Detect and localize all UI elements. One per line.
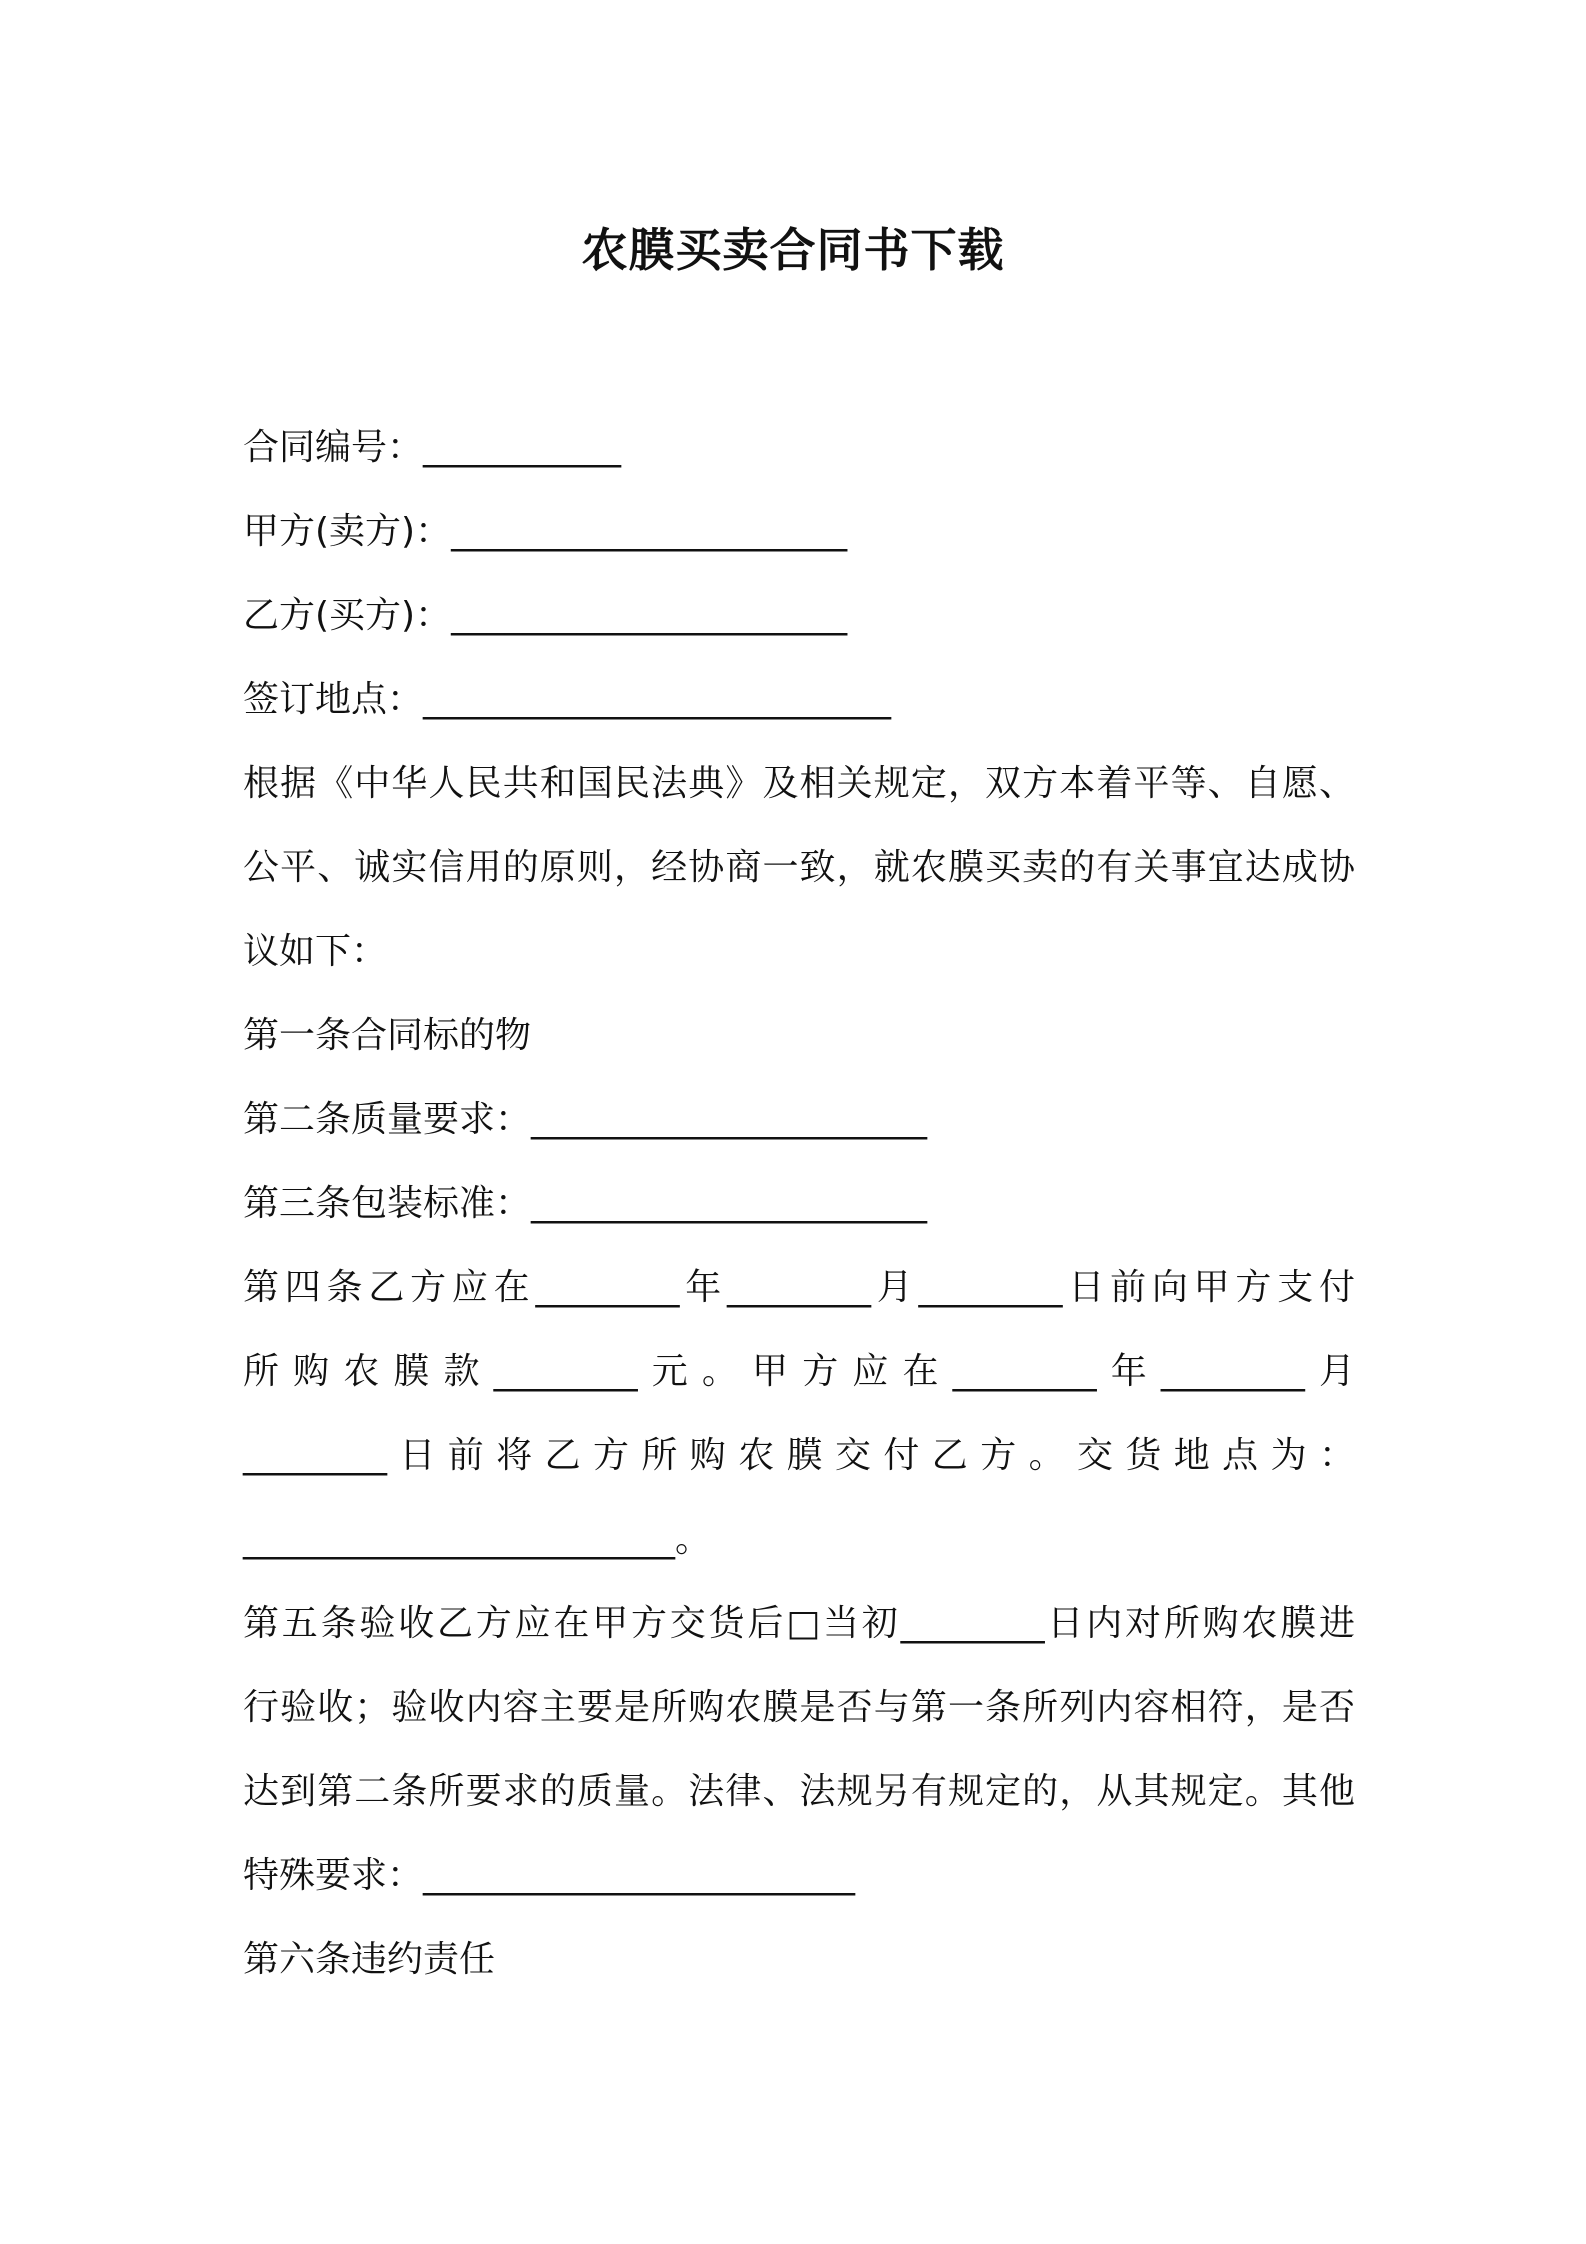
article-4-line-3: ________日前将乙方所购农膜交付乙方。交货地点为： — [243, 1435, 1355, 1476]
article-5-line-2: 行验收；验收内容主要是所购农膜是否与第一条所列内容相符，是否 — [243, 1687, 1355, 1728]
article-4-line-2: 所购农膜款________元。甲方应在________年________月 — [243, 1351, 1355, 1392]
article-1-heading: 第一条合同标的物 — [243, 1015, 532, 1056]
party-a-line: 甲方(卖方)：______________________ — [243, 511, 848, 552]
article-3-line: 第三条包装标准：______________________ — [243, 1183, 928, 1224]
party-b-line: 乙方(买方)：______________________ — [243, 595, 848, 636]
preamble-line-3: 议如下： — [243, 931, 388, 972]
signing-place-line: 签订地点：__________________________ — [243, 679, 892, 720]
preamble-line-2: 公平、诚实信用的原则，经协商一致，就农膜买卖的有关事宜达成协 — [243, 847, 1355, 888]
article-4-line-1: 第四条乙方应在________年________月________日前向甲方支付 — [243, 1267, 1355, 1308]
article-5-line-4: 特殊要求：________________________ — [243, 1855, 856, 1896]
preamble-line-1: 根据《中华人民共和国民法典》及相关规定，双方本着平等、自愿、 — [243, 763, 1355, 804]
article-5-line-3: 达到第二条所要求的质量。法律、法规另有规定的，从其规定。其他 — [243, 1771, 1355, 1812]
contract-body — [243, 406, 1355, 2002]
article-4-line-4: ________________________。 — [243, 1519, 711, 1560]
article-6-heading: 第六条违约责任 — [243, 1939, 496, 1980]
contract-number-line: 合同编号：___________ — [243, 427, 622, 468]
article-2-line: 第二条质量要求：______________________ — [243, 1099, 928, 1140]
article-5-line-1: 第五条验收乙方应在甲方交货后□当初________日内对所购农膜进 — [243, 1603, 1355, 1644]
document-title: 农膜买卖合同书下载 — [581, 223, 1005, 277]
